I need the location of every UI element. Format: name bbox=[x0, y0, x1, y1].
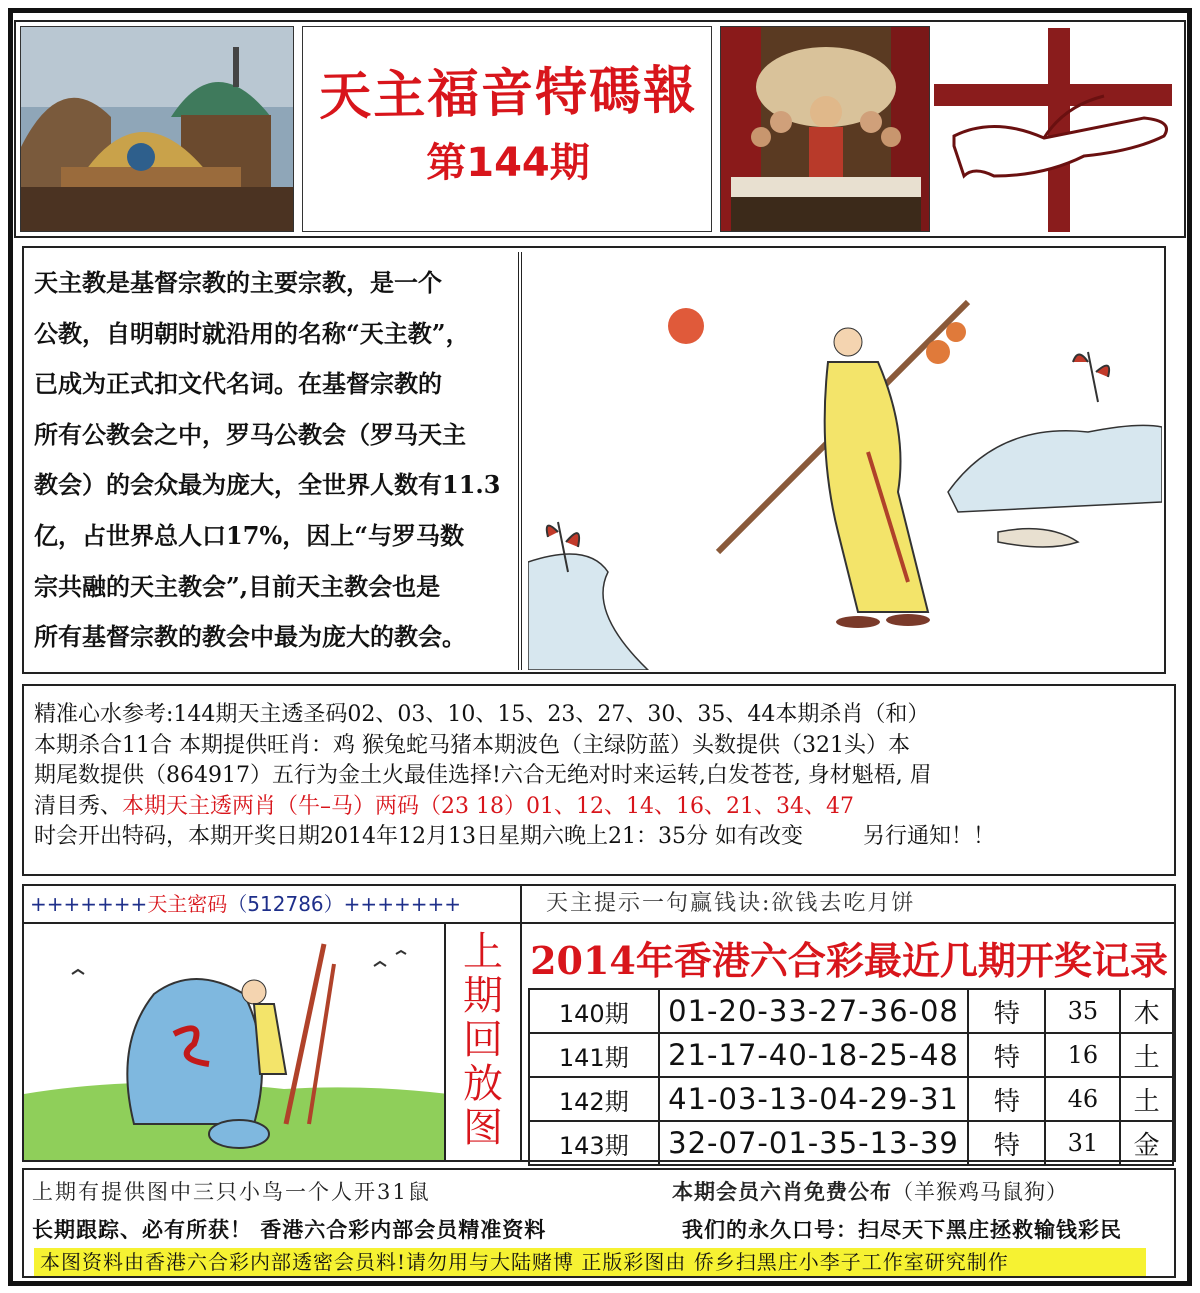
title-box bbox=[302, 26, 712, 232]
table-row bbox=[529, 1033, 1173, 1077]
element-cell: 土 bbox=[1120, 1033, 1173, 1077]
intro-line: 已成为正式扣文代名词。在基督宗教的 bbox=[34, 369, 442, 399]
footer-note: 上期有提供图中三只小鸟一个人开31鼠 bbox=[32, 1180, 431, 1204]
results-panel bbox=[522, 924, 1176, 1162]
intro-line: 所有公教会之中，罗马公教会（罗马天主 bbox=[34, 419, 466, 449]
intro-line: 教会）的会众最为庞大，全世界人数有11.3 bbox=[34, 470, 501, 500]
numbers-cell: 01-20-33-27-36-08 bbox=[659, 989, 969, 1033]
tips-text: 时会开出特码，本期开奖日期2014年12月13日星期六晚上21：35分 如有改变 bbox=[34, 824, 803, 849]
numbers-cell: 41-03-13-04-29-31 bbox=[659, 1077, 969, 1121]
code-value: （512786） bbox=[227, 892, 344, 916]
footer-member-zodiac bbox=[672, 1176, 1068, 1206]
hint-bar: 天主提示一句赢钱诀:欲钱去吃月饼 bbox=[522, 884, 1176, 924]
intro-line: 天主教是基督宗教的主要宗教，是一个 bbox=[34, 268, 442, 297]
code-decoration: +++++++ bbox=[30, 892, 148, 916]
intro-line: 所有基督宗教的教会中最为庞大的教会。 bbox=[34, 622, 466, 652]
intro-line: 亿，占世界总人口17%，因上“与罗马数 bbox=[34, 520, 465, 550]
issue-cell: 143期 bbox=[529, 1121, 659, 1165]
issue-cell: 141期 bbox=[529, 1033, 659, 1077]
footer-notice: 本图资料由香港六合彩内部透密会员料!请勿用与大陆赌博 正版彩图由 侨乡扫黑庄小李子工作室研究制作 bbox=[34, 1248, 1146, 1276]
numbers-cell: 32-07-01-35-13-39 bbox=[659, 1121, 969, 1165]
element-cell: 木 bbox=[1120, 989, 1173, 1033]
intro-line: 公教，自明朝时就沿用的名称“天主教”， bbox=[34, 318, 470, 348]
issue-number: 第144期 bbox=[426, 140, 590, 186]
replay-char: 图 bbox=[463, 1105, 503, 1151]
traveler-illustration bbox=[528, 252, 1162, 670]
special-label-cell: 特 bbox=[968, 1033, 1045, 1077]
results-table bbox=[528, 988, 1174, 1166]
tips-line: 本期杀合11合 本期提供旺肖：鸡 猴兔蛇马猪本期波色（主绿防蓝）头数提供（321头）本 bbox=[34, 732, 910, 758]
page-title: 天主福音特碼報 bbox=[318, 60, 698, 128]
footer-member-label: 本期会员六肖免费公布 bbox=[672, 1179, 892, 1204]
special-label-cell: 特 bbox=[968, 989, 1045, 1033]
intro-text bbox=[28, 252, 522, 670]
replay-char: 上 bbox=[463, 929, 503, 975]
tips-line bbox=[34, 822, 1164, 853]
tips-text: 另行通知！！ bbox=[862, 824, 995, 849]
intro-section bbox=[22, 246, 1166, 674]
tips-section bbox=[22, 684, 1176, 876]
tips-line: 精准心水参考:144期天主透圣码02、03、10、15、23、27、30、35、44本期杀肖（和） bbox=[34, 702, 930, 727]
tips-highlight: 本期天主透两肖（牛–马）两码（23 18）01、12、14、16、21、34、47 bbox=[122, 793, 854, 819]
tips-text: 清目秀、 bbox=[34, 793, 123, 819]
lower-section bbox=[22, 884, 1176, 1162]
last-supper-image bbox=[720, 26, 930, 232]
church-image bbox=[20, 26, 294, 232]
replay-char: 放 bbox=[463, 1061, 503, 1107]
intro-line: 宗共融的天主教会”,目前天主教会也是 bbox=[34, 571, 441, 601]
issue-cell: 142期 bbox=[529, 1077, 659, 1121]
element-cell: 土 bbox=[1120, 1077, 1173, 1121]
replay-label bbox=[446, 924, 522, 1162]
header bbox=[14, 20, 1186, 238]
numbers-cell: 21-17-40-18-25-48 bbox=[659, 1033, 969, 1077]
element-cell: 金 bbox=[1120, 1121, 1173, 1165]
issue-cell: 140期 bbox=[529, 989, 659, 1033]
replay-char: 回 bbox=[463, 1017, 503, 1063]
special-label-cell: 特 bbox=[968, 1077, 1045, 1121]
special-number-cell: 35 bbox=[1045, 989, 1120, 1033]
footer-slogan: 长期跟踪、必有所获！ 香港六合彩内部会员精准资料 bbox=[32, 1217, 547, 1242]
tips-line bbox=[34, 792, 1164, 823]
special-number-cell: 16 bbox=[1045, 1033, 1120, 1077]
replay-char: 期 bbox=[463, 973, 503, 1019]
footer bbox=[22, 1168, 1176, 1278]
special-number-cell: 46 bbox=[1045, 1077, 1120, 1121]
table-row bbox=[529, 989, 1173, 1033]
footer-member-value: （羊猴鸡马鼠狗） bbox=[892, 1180, 1068, 1204]
cross-dove-image bbox=[934, 26, 1182, 232]
code-decoration: +++++++ bbox=[343, 892, 461, 916]
code-label: 天主密码 bbox=[147, 892, 228, 916]
results-title: 2014年香港六合彩最近几期开奖记录 bbox=[530, 938, 1168, 983]
secret-code-bar bbox=[22, 884, 522, 924]
replay-illustration bbox=[22, 924, 446, 1162]
tips-line: 期尾数提供（864917）五行为金土火最佳选择!六合无绝对时来运转,白发苍苍, 身材魁梧, 眉 bbox=[34, 763, 932, 788]
table-row bbox=[529, 1077, 1173, 1121]
table-row bbox=[529, 1121, 1173, 1165]
special-number-cell: 31 bbox=[1045, 1121, 1120, 1165]
footer-motto: 我们的永久口号：扫尽天下黑庄拯救输钱彩民 bbox=[682, 1217, 1122, 1242]
special-label-cell: 特 bbox=[968, 1121, 1045, 1165]
